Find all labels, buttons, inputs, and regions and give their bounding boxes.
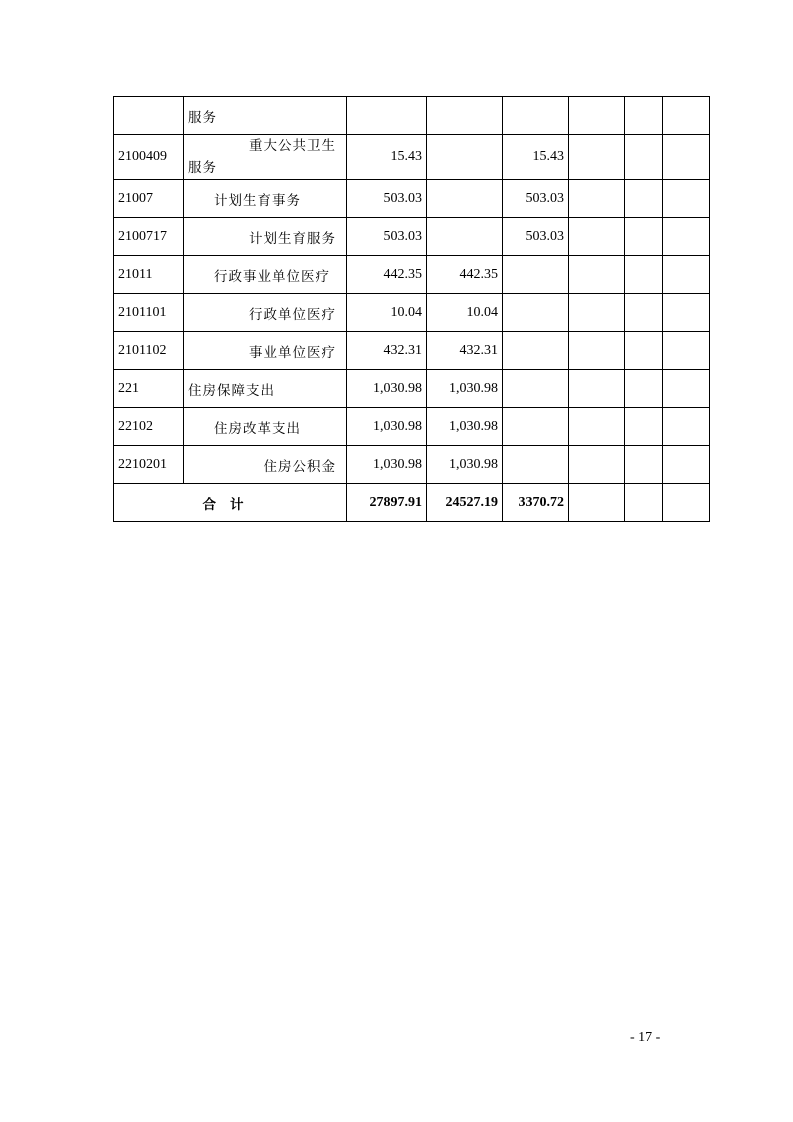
row-basic: 1,030.98 xyxy=(427,408,503,446)
total-row xyxy=(114,484,710,522)
row-code xyxy=(114,97,184,135)
row-basic xyxy=(427,218,503,256)
empty-cell xyxy=(625,256,663,294)
empty-cell xyxy=(663,218,710,256)
empty-cell xyxy=(569,332,625,370)
empty-cell xyxy=(625,408,663,446)
row-project: 15.43 xyxy=(503,135,569,180)
table-row xyxy=(114,408,710,446)
row-name: 行政事业单位医疗 xyxy=(184,256,347,294)
empty-cell xyxy=(663,97,710,135)
empty-cell xyxy=(625,370,663,408)
row-project xyxy=(503,294,569,332)
total-sum: 27897.91 xyxy=(347,484,427,522)
row-name: 行政单位医疗 xyxy=(184,294,347,332)
empty-cell xyxy=(569,135,625,180)
row-code: 2100717 xyxy=(114,218,184,256)
row-total: 1,030.98 xyxy=(347,446,427,484)
row-code: 2101102 xyxy=(114,332,184,370)
table-row xyxy=(114,180,710,218)
row-total: 503.03 xyxy=(347,180,427,218)
row-total: 1,030.98 xyxy=(347,408,427,446)
empty-cell xyxy=(569,97,625,135)
empty-cell xyxy=(625,135,663,180)
row-project xyxy=(503,408,569,446)
empty-cell xyxy=(569,180,625,218)
row-basic: 10.04 xyxy=(427,294,503,332)
row-total: 442.35 xyxy=(347,256,427,294)
table-row xyxy=(114,446,710,484)
row-project xyxy=(503,370,569,408)
empty-cell xyxy=(663,180,710,218)
total-label: 合计 xyxy=(114,484,347,522)
empty-cell xyxy=(625,332,663,370)
empty-cell xyxy=(663,256,710,294)
empty-cell xyxy=(663,446,710,484)
row-code: 2101101 xyxy=(114,294,184,332)
row-project xyxy=(503,256,569,294)
row-total: 15.43 xyxy=(347,135,427,180)
row-name-line2: 服务 xyxy=(188,160,217,176)
row-basic: 1,030.98 xyxy=(427,370,503,408)
row-code: 22102 xyxy=(114,408,184,446)
empty-cell xyxy=(663,370,710,408)
row-code: 21011 xyxy=(114,256,184,294)
row-code: 2100409 xyxy=(114,135,184,180)
row-total: 1,030.98 xyxy=(347,370,427,408)
row-code: 2210201 xyxy=(114,446,184,484)
row-project xyxy=(503,97,569,135)
empty-cell xyxy=(569,294,625,332)
table-row xyxy=(114,256,710,294)
row-name: 住房改革支出 xyxy=(184,408,347,446)
empty-cell xyxy=(569,370,625,408)
row-name: 事业单位医疗 xyxy=(184,332,347,370)
table-row xyxy=(114,294,710,332)
empty-cell xyxy=(625,484,663,522)
table-row xyxy=(114,97,710,135)
row-name: 计划生育事务 xyxy=(184,180,347,218)
total-basic: 24527.19 xyxy=(427,484,503,522)
row-name: 计划生育服务 xyxy=(184,218,347,256)
row-basic xyxy=(427,97,503,135)
table-row xyxy=(114,218,710,256)
empty-cell xyxy=(625,218,663,256)
row-name xyxy=(184,135,347,180)
row-basic: 1,030.98 xyxy=(427,446,503,484)
row-project: 503.03 xyxy=(503,218,569,256)
empty-cell xyxy=(569,446,625,484)
row-total: 432.31 xyxy=(347,332,427,370)
row-project xyxy=(503,446,569,484)
empty-cell xyxy=(663,135,710,180)
table-row xyxy=(114,370,710,408)
row-total: 503.03 xyxy=(347,218,427,256)
row-basic: 442.35 xyxy=(427,256,503,294)
row-code: 221 xyxy=(114,370,184,408)
row-basic xyxy=(427,135,503,180)
row-name-line1: 重大公共卫生 xyxy=(249,138,336,154)
empty-cell xyxy=(625,294,663,332)
empty-cell xyxy=(569,408,625,446)
empty-cell xyxy=(663,294,710,332)
row-total: 10.04 xyxy=(347,294,427,332)
row-basic: 432.31 xyxy=(427,332,503,370)
empty-cell xyxy=(663,332,710,370)
empty-cell xyxy=(569,484,625,522)
row-basic xyxy=(427,180,503,218)
row-total xyxy=(347,97,427,135)
empty-cell xyxy=(625,180,663,218)
table-row xyxy=(114,332,710,370)
empty-cell xyxy=(663,484,710,522)
expenditure-table xyxy=(113,96,710,522)
empty-cell xyxy=(569,218,625,256)
row-name: 住房保障支出 xyxy=(184,370,347,408)
row-project: 503.03 xyxy=(503,180,569,218)
page-number: - 17 - xyxy=(630,1030,661,1045)
table-row xyxy=(114,135,710,180)
total-project: 3370.72 xyxy=(503,484,569,522)
row-code: 21007 xyxy=(114,180,184,218)
empty-cell xyxy=(569,256,625,294)
row-name: 服务 xyxy=(184,97,347,135)
row-project xyxy=(503,332,569,370)
empty-cell xyxy=(625,446,663,484)
empty-cell xyxy=(625,97,663,135)
empty-cell xyxy=(663,408,710,446)
row-name: 住房公积金 xyxy=(184,446,347,484)
